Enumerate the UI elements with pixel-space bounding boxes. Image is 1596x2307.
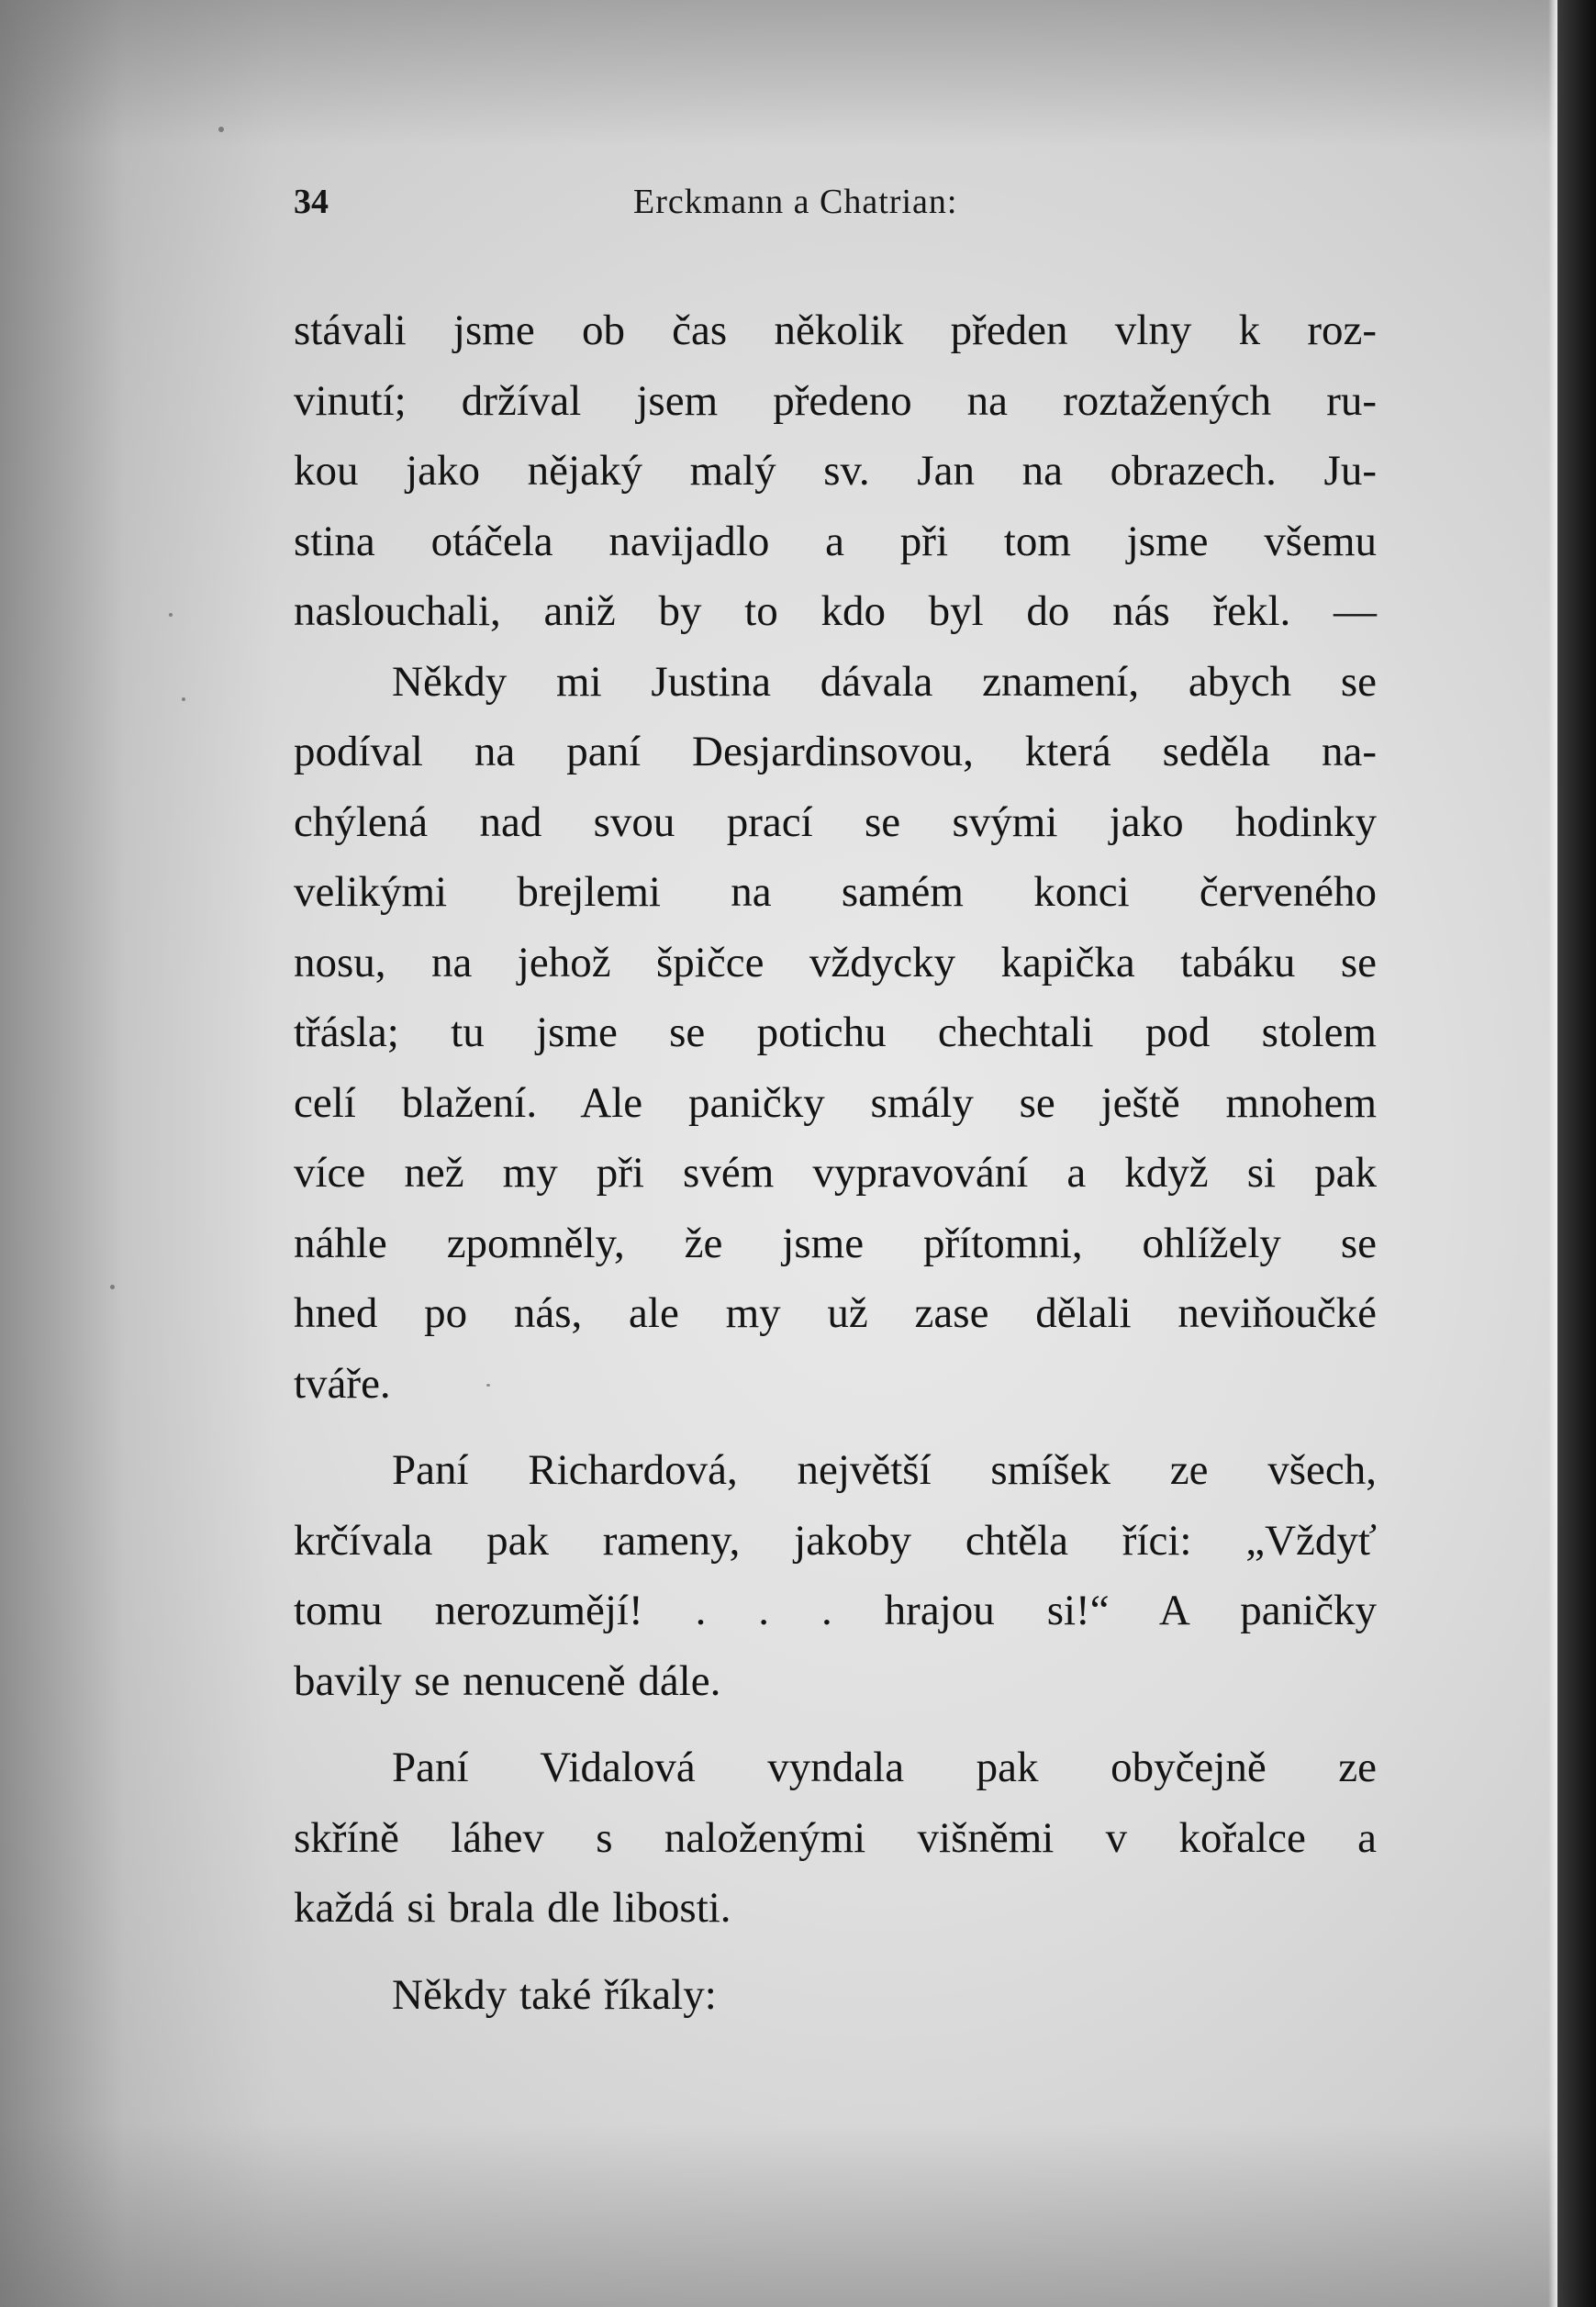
text-line: nosu, na jehož špičce vždycky kapička tabáku se xyxy=(294,938,1377,986)
text-line: Paní Richardová, největší smíšek ze všech, xyxy=(392,1446,1377,1494)
gutter-shadow xyxy=(0,0,275,2307)
page-header xyxy=(294,182,1377,233)
text-line: kou jako nějaký malý sv. Jan na obrazech. Ju- xyxy=(294,447,1377,495)
text-line: náhle zpomněly, že jsme přítomni, ohlížely se xyxy=(294,1219,1377,1267)
dust-speck xyxy=(110,1285,115,1289)
page-edge-dark xyxy=(1557,0,1596,2307)
paragraph-gap xyxy=(294,1419,1377,1435)
text-line: více než my při svém vypravování a když si pak xyxy=(294,1149,1377,1197)
text-line: celí blažení. Ale paničky smály se ještě mnohem xyxy=(294,1078,1377,1127)
running-head: Erckmann a Chatrian: xyxy=(633,183,958,221)
text-line: stina otáčela navijadlo a při tom jsme všemu xyxy=(294,517,1377,565)
dust-speck xyxy=(182,697,185,701)
bottom-shadow xyxy=(0,2123,1596,2307)
paragraph-gap xyxy=(294,1716,1377,1733)
paragraph xyxy=(294,1960,1377,2031)
text-line: Paní Vidalová vyndala pak obyčejně ze xyxy=(392,1744,1377,1791)
paragraph-gap xyxy=(294,1944,1377,1960)
text-line: tváře. xyxy=(294,1359,391,1408)
page-edge-highlight xyxy=(1548,0,1557,2307)
paragraph xyxy=(294,295,1377,647)
body-text xyxy=(294,295,1377,2030)
text-line: každá si brala dle libosti. xyxy=(294,1884,731,1932)
text-line: velikými brejlemi na samém konci červeného xyxy=(294,868,1377,916)
top-shadow xyxy=(0,0,1596,147)
dust-speck xyxy=(169,613,173,617)
text-line: hned po nás, ale my už zase dělali neviňoučké xyxy=(294,1289,1377,1337)
text-line: Někdy také říkaly: xyxy=(392,1970,717,2019)
text-line: bavily se nenuceně dále. xyxy=(294,1656,721,1705)
paragraph xyxy=(294,647,1377,1420)
text-line: stávali jsme ob čas několik předen vlny k roz- xyxy=(294,306,1377,354)
text-line: chýlená nad svou prací se svými jako hodinky xyxy=(294,797,1377,846)
dust-speck xyxy=(218,127,224,132)
text-line: podíval na paní Desjardinsovou, která seděla na- xyxy=(294,728,1377,775)
text-line: skříně láhev s naloženými višněmi v kořalce a xyxy=(294,1813,1377,1862)
text-line: třásla; tu jsme se potichu chechtali pod stolem xyxy=(294,1009,1377,1056)
paragraph xyxy=(294,1435,1377,1716)
text-line: krčívala pak rameny, jakoby chtěla říci: „Vždyť xyxy=(294,1516,1377,1565)
text-line: naslouchali, aniž by to kdo byl do nás řekl. — xyxy=(294,587,1377,635)
text-line: tomu nerozumějí! . . . hrajou si!“ A paničky xyxy=(294,1587,1377,1634)
page-number: 34 xyxy=(294,183,329,221)
text-line: Někdy mi Justina dávala znamení, abych se xyxy=(392,657,1377,706)
text-line: vinutí; držíval jsem předeno na roztažených ru- xyxy=(294,376,1377,425)
paragraph xyxy=(294,1733,1377,1944)
